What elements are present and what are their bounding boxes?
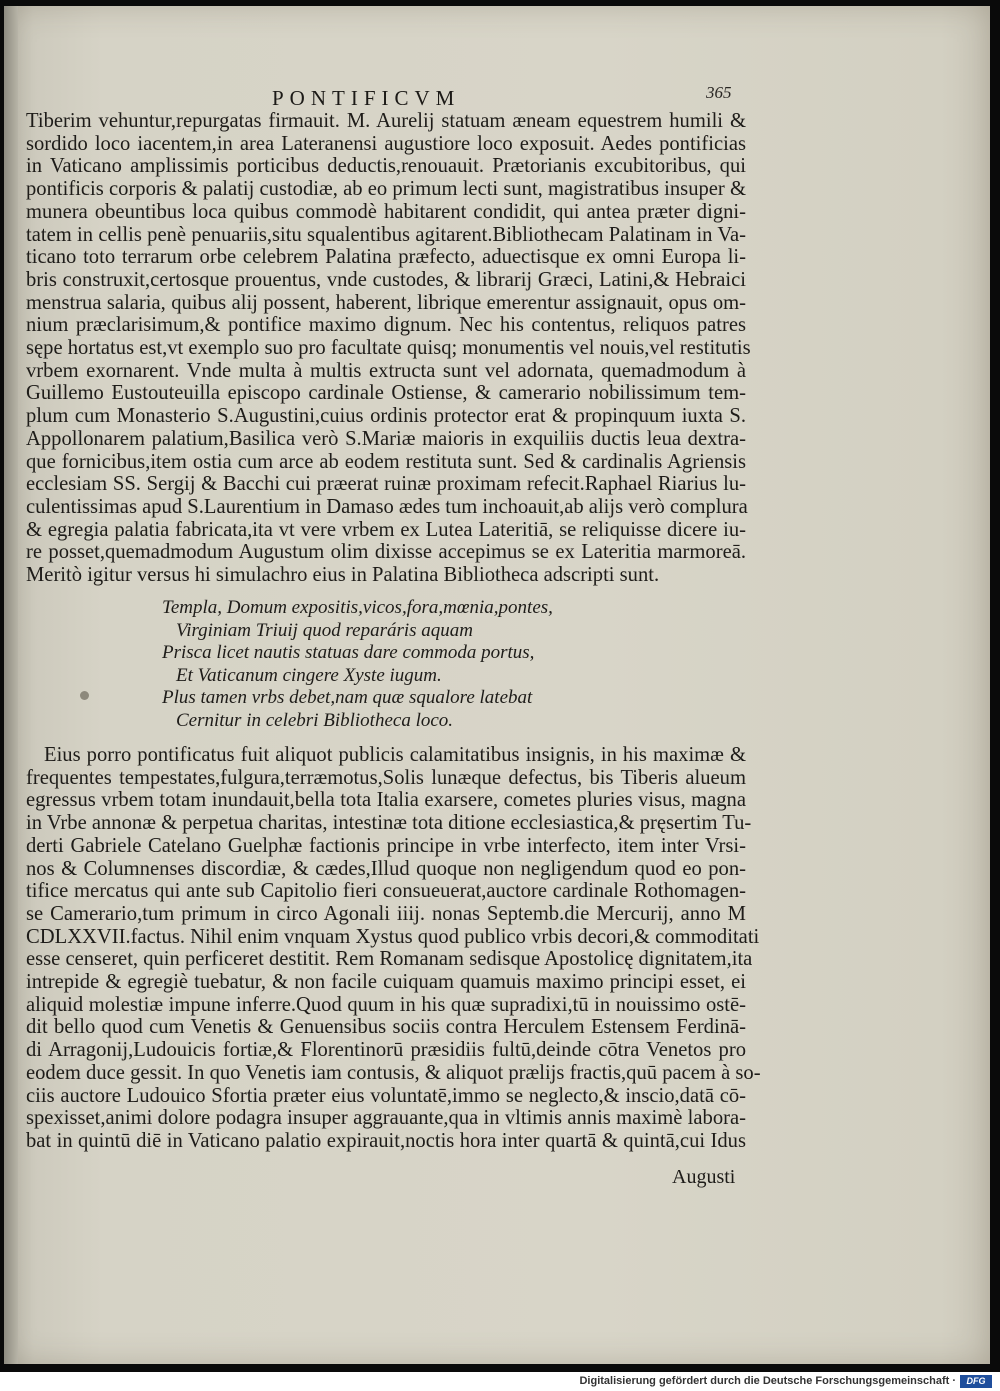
page-number: 365 — [706, 83, 732, 102]
text-line: tatem in cellis penè penuariis,situ squalentibus agitarent.Bibliothecam Palatinam in Va- — [26, 223, 746, 246]
text-line: nos & Columnenses discordiæ, & cædes,Illud quoque non negligendum quod eo pon- — [26, 857, 746, 880]
text-line: ticano toto terrarum orbe celebrem Palatina præfecto, aduectisque ex omni Europa li- — [26, 246, 746, 269]
text-line: plum cum Monasterio S.Augustini,cuius ordinis protector erat & propinquum iuxta S. — [26, 405, 746, 428]
text-line: di Arragonij,Ludouicis fortiæ,& Florentinorū præsidiis fultū,deinde cōtra Venetos pro — [26, 1039, 746, 1062]
text-line: culentissimas apud S.Laurentium in Damaso ædes tum inchoauit,ab alijs verò complura — [26, 495, 748, 518]
text-line: & egregia palatia fabricata,ita vt vere vrbem ex Lutea Lateritiā, se reliquisse dicere iu- — [26, 518, 746, 541]
running-head-title: PONTIFICVM — [272, 86, 461, 110]
text-line: frequentes tempestates,fulgura,terræmotus,Solis lunæque defectus, bis Tiberis alueum — [26, 766, 746, 789]
text-line: aliquid molestiæ impune inferre.Quod quum in his quæ supradixi,tū in nouissimo ostē- — [26, 993, 746, 1016]
text-line: pontificis corporis & palatij custodiæ, ab eo primum lecti sunt, magistratibus insuper & — [26, 178, 746, 201]
verse-line: Plus tamen vrbs debet,nam quæ squalore latebat — [162, 687, 533, 708]
text-line: ecclesiam SS. Sergij & Bacchi cui præerat ruinæ proximam refecit.Raphael Riarius lu- — [26, 473, 746, 496]
verse-line: Virginiam Triuij quod reparáris aquam — [176, 619, 473, 641]
verse-line: Templa, Domum expositis,vicos,fora,mœnia,pontes, — [162, 597, 553, 618]
verse-epigram — [162, 597, 582, 732]
text-line: tifice mercatus qui ante sub Capitolio fieri consueuerat,auctore cardinale Rothomagen- — [26, 880, 746, 903]
text-line: Appollonarem palatium,Basilica verò S.Mariæ maioris in exquiliis ductis leua dextra- — [26, 427, 746, 450]
text-line: menstrua salaria, quibus alij possent, haberent, librique emerentur assignauit, opus om- — [26, 291, 746, 314]
text-line: intrepide & egregiè tuebatur, & non facile cuiquam quamuis maximo principi esset, ei — [26, 971, 746, 994]
text-line: que fornicibus,item ostia cum arce ab eodem restituta sunt. Sed & cardinalis Agriensis — [26, 450, 746, 473]
text-line: re posset,quemadmodum Augustum olim dixisse accepimus se ex Lateritia marmoreā. — [26, 541, 746, 564]
text-line: dit bello quod cum Venetis & Genuensibus sociis contra Herculem Estensem Ferdinā- — [26, 1016, 746, 1039]
text-line: se Camerario,tum primum in circo Agonali iiij. nonas Septemb.die Mercurij, anno M — [26, 902, 746, 925]
text-line: munera obeuntibus loca quibus commodè habitarent condidit, qui antea præter digni- — [26, 200, 746, 223]
text-line: Eius porro pontificatus fuit aliquot publicis calamitatibus insignis, in his maximæ & — [44, 744, 746, 766]
text-line: ciis auctore Ludouico Sfortia præter eius voluntatē,immo se neglecto,& inscio,datā cō- — [26, 1084, 746, 1107]
text-line: vrbem exornarent. Vnde multa à multis extructa sunt vel adornata, quemadmodum à — [26, 359, 746, 382]
text-line: sępe hortatus est,vt exemplo suo pro facultate quisq; monumentis vel nouis,vel restitutis — [26, 337, 751, 360]
text-line: bris construxit,certosque prouentus, vnde custodes, & librarij Græci, Latini,& Hebraici — [26, 268, 746, 291]
page-gutter — [4, 6, 18, 1364]
book-page — [4, 6, 990, 1364]
verse-line: Prisca licet nautis statuas dare commoda portus, — [162, 642, 535, 663]
text-line: spexisset,animi dolore podagra insuper aggrauante,qua in vltimis annis maximè labora- — [26, 1107, 746, 1130]
text-line: nium præclarisimum,& pontifice maximo dignum. Nec his contentus, reliquos patres — [26, 314, 746, 337]
verse-line: Cernitur in celebri Bibliotheca loco. — [176, 709, 454, 731]
text-line: derti Gabriele Catelano Guelphæ factionis principe in vrbe interfecto, item inter Vrsi- — [26, 834, 746, 857]
verse-line: Et Vaticanum cingere Xyste iugum. — [176, 664, 442, 686]
ink-smudge — [80, 691, 89, 700]
catchword: Augusti — [672, 1166, 736, 1188]
text-line: eodem duce gessit. In quo Venetis iam contusis, & aliquot prælijs fractis,quū pacem à so- — [26, 1061, 761, 1084]
text-line: CDLXXVII.factus. Nihil enim vnquam Xystus quod publico vrbis decori,& commoditati — [26, 925, 760, 948]
text-line: in Vrbe annonæ & perpetua charitas, intestinæ tota ditione ecclesiastica,& pręsertim Tu- — [26, 812, 752, 835]
paragraph-1 — [26, 110, 751, 587]
text-line: esse censeret, quin perficeret destitit. Rem Romanam sedisque Apostolicę dignitatem,ita — [26, 948, 753, 971]
text-line: egressus vrbem totam inundauit,bella tota Italia exarsere, cometes pluries visus, magna — [26, 789, 746, 812]
footer-bar — [0, 1372, 1000, 1391]
text-line: Meritò igitur versus hi simulachro eius in Palatina Bibliotheca adscripti sunt. — [26, 564, 660, 587]
text-line: in Vaticano amplissimis porticibus deductis,renouauit. Prætorianis excubitoribus, qui — [26, 155, 746, 178]
text-line: Tiberim vehuntur,repurgatas firmauit. M. Aurelij statuam æneam equestrem humili & — [26, 110, 746, 132]
text-line: bat in quintū diē in Vaticano palatio expirauit,noctis hora inter quartā & quintā,cui Idus — [26, 1129, 746, 1152]
paragraph-2 — [26, 744, 761, 1153]
dfg-logo-icon[interactable]: DFG — [960, 1375, 992, 1388]
funding-notice: Digitalisierung gefördert durch die Deutsche Forschungsgemeinschaft · — [579, 1375, 956, 1387]
text-line: Guillemo Eustouteuilla episcopo cardinale Ostiense, & camerario nobilissimum tem- — [26, 382, 746, 405]
text-line: sordido loco iacentem,in area Lateranensi augustiore loco exposuit. Aedes pontificias — [26, 132, 746, 155]
